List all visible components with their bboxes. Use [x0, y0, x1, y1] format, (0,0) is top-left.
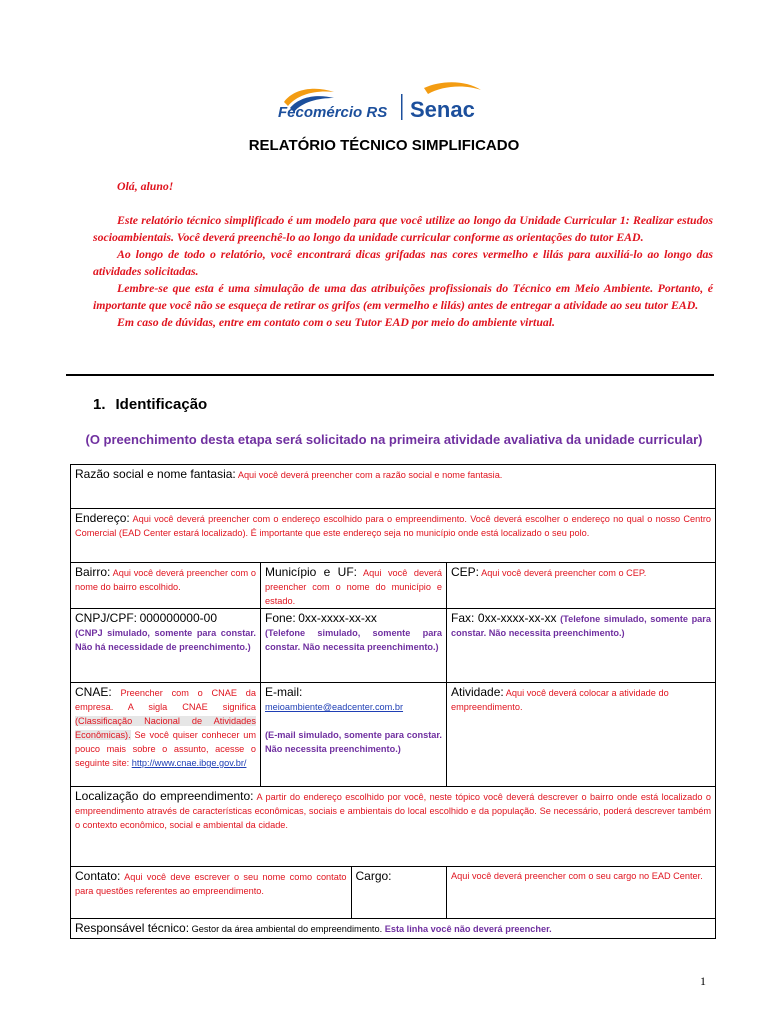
fax-label: Fax:: [451, 611, 475, 625]
intro-paragraph-3: Lembre-se que esta é uma simulação de uma das atribuições profissionais do Técnico em Meio Ambiente. Portanto, é importante que você não se esqueça de retirar os grifos (em vermelho e lilás) antes de entregar a atividade ao seu tutor EAD.: [93, 281, 713, 312]
cell-cnpj[interactable]: [71, 609, 261, 683]
cep-hint: Aqui você deverá preencher com o CEP.: [481, 568, 647, 578]
endereco-hint: Aqui você deverá preencher com o endereço escolhido para o empreendimento. Você deverá escolher o endereço no qual o nosso Centro Comercial (EAD Center estará localizado). É importante que este endereço seja no município onde está localizado o seu polo.: [75, 514, 712, 538]
row-endereco: [71, 509, 716, 563]
fone-note: (Telefone simulado, somente para constar. Não necessita preenchimento.): [265, 628, 442, 652]
cargo-hint: Aqui você deverá preencher com o seu cargo no EAD Center.: [451, 871, 703, 881]
cnae-link[interactable]: http://www.cnae.ibge.gov.br/: [131, 758, 247, 768]
cell-endereco[interactable]: [71, 509, 716, 563]
contato-label: Contato:: [75, 869, 121, 883]
cnae-hint-a: Preencher com o CNAE da empresa. A sigla CNAE significa: [75, 688, 256, 712]
endereco-label: Endereço:: [75, 511, 130, 525]
fecomercio-senac-logo: [276, 80, 496, 124]
cnpj-note: (CNPJ simulado, somente para constar. Não há necessidade de preenchimento.): [75, 628, 256, 652]
identification-table: [70, 464, 716, 939]
cnae-label: CNAE:: [75, 685, 112, 699]
localizacao-label: Localização do empreendimento:: [75, 789, 254, 803]
localizacao-hint: A partir do endereço escolhido por você, neste tópico você deverá descrever o bairro onde está localizado o empreendimento através de características econômicas, sociais e ambientais do local escolhido e da população. Se necessário, poderá descrever também o contexto econômico, social e ambiental da cidade.: [75, 792, 712, 830]
logo-senac-text: Senac: [410, 97, 475, 122]
email-note: (E-mail simulado, somente para constar. Não necessita preenchimento.): [265, 730, 442, 754]
logo-fecomercio-text: Fecomércio RS: [278, 104, 388, 121]
razao-hint: Aqui você deverá preencher com a razão social e nome fantasia.: [237, 470, 503, 480]
bairro-hint: Aqui você deverá preencher com o nome do bairro escolhido.: [75, 568, 256, 592]
row-bairro: [71, 563, 716, 609]
section-heading: [93, 396, 207, 413]
bairro-label: Bairro:: [75, 565, 111, 579]
section-divider: [66, 374, 714, 376]
municipio-hint: Aqui você deverá preencher com o nome do município e estado.: [265, 568, 442, 606]
intro-greeting: Olá, aluno!: [117, 179, 174, 193]
section-note: (O preenchimento desta etapa será solicitado na primeira atividade avaliativa da unidade curricular): [85, 432, 703, 447]
email-link[interactable]: meioambiente@eadcenter.com.br: [265, 702, 404, 712]
cep-label: CEP:: [451, 565, 480, 579]
cell-fax[interactable]: [447, 609, 716, 683]
cell-cargo-hint[interactable]: [447, 867, 716, 919]
contato-hint: Aqui você deve escrever o seu nome como contato para questões referentes ao empreendimento.: [75, 872, 347, 896]
cargo-label: Cargo:: [355, 869, 392, 883]
fax-note: (Telefone simulado, somente para constar. Não necessita preenchimento.): [451, 614, 711, 638]
cell-cep[interactable]: [447, 563, 716, 609]
cell-razao-social[interactable]: [71, 465, 716, 509]
responsavel-note: Esta linha você não deverá preencher.: [384, 924, 552, 934]
cell-contato[interactable]: [71, 867, 351, 918]
cnpj-value: 000000000-00: [139, 611, 217, 625]
atividade-label: Atividade:: [451, 685, 504, 699]
cell-bairro[interactable]: [71, 563, 261, 609]
fone-label: Fone:: [265, 611, 296, 625]
intro-paragraph-4: Em caso de dúvidas, entre em contato com o seu Tutor EAD por meio do ambiente virtual.: [117, 315, 556, 329]
razao-label: Razão social e nome fantasia:: [75, 467, 236, 481]
page-number: 1: [700, 974, 706, 988]
row-cnpj: [71, 609, 716, 683]
email-label: E-mail:: [265, 685, 303, 699]
responsavel-label: Responsável técnico:: [75, 921, 190, 935]
atividade-hint: Aqui você deverá colocar a atividade do empreendimento.: [451, 688, 669, 712]
cell-atividade[interactable]: [447, 683, 716, 787]
cnae-hint-c: Se você quiser conhecer um pouco mais sobre o assunto, acesse o seguinte site:: [75, 730, 256, 768]
row-cnae: [71, 683, 716, 787]
intro-paragraph-2: Ao longo de todo o relatório, você encontrará dicas grifadas nas cores vermelho e lilás para auxiliá-lo ao longo das atividades solicitadas.: [93, 247, 713, 278]
cell-responsavel[interactable]: [71, 919, 716, 939]
section-number: 1.: [93, 396, 106, 413]
cell-contato-wrap: [71, 867, 447, 919]
cnae-hint-b: (Classificação Nacional de Atividades Econômicas).: [75, 716, 256, 740]
cnpj-label: CNPJ/CPF:: [75, 611, 138, 625]
row-razao-social: [71, 465, 716, 509]
fone-value: 0xx-xxxx-xx-xx: [298, 611, 377, 625]
row-responsavel: [71, 919, 716, 939]
cell-fone[interactable]: [261, 609, 447, 683]
row-localizacao: [71, 787, 716, 867]
intro-paragraph-1: Este relatório técnico simplificado é um modelo para que você utilize ao longo da Unidade Curricular 1: Realizar estudos socioambientais. Você deverá preenchê-lo ao longo da unidade curricular conforme as orientações do tutor EAD.: [93, 213, 713, 244]
cell-cargo[interactable]: [351, 867, 446, 918]
document-title: RELATÓRIO TÉCNICO SIMPLIFICADO: [248, 137, 520, 154]
intro-text: [93, 178, 713, 331]
cell-email[interactable]: [261, 683, 447, 787]
cell-cnae[interactable]: [71, 683, 261, 787]
responsavel-value: Gestor da área ambiental do empreendimento.: [191, 924, 383, 934]
fax-value: 0xx-xxxx-xx-xx: [477, 611, 557, 625]
cell-municipio[interactable]: [261, 563, 447, 609]
municipio-label: Município e UF:: [265, 565, 357, 579]
section-title: Identificação: [115, 396, 208, 413]
cell-localizacao[interactable]: [71, 787, 716, 867]
row-contato: [71, 867, 716, 919]
